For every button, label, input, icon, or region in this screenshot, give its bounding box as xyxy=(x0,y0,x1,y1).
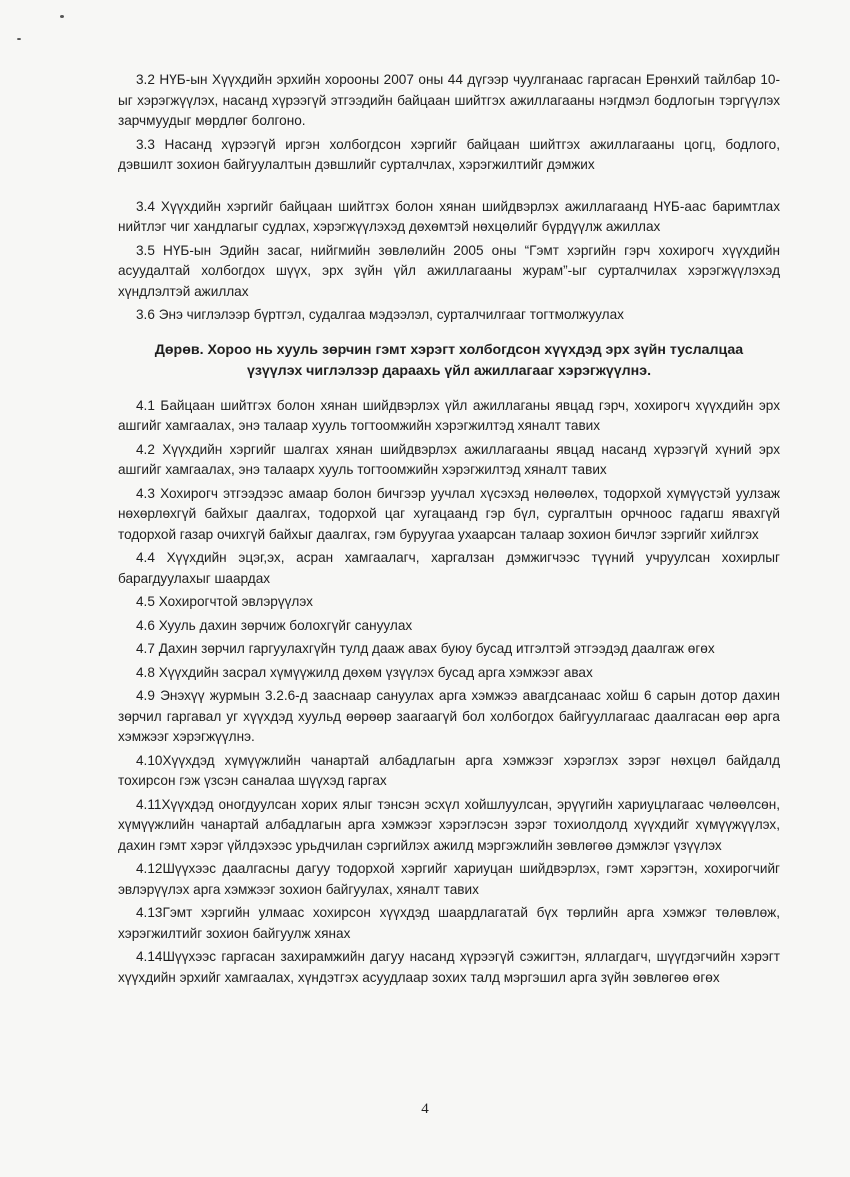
clause-text: Хохирогчтой эвлэрүүлэх xyxy=(158,594,313,609)
clause-4-11 xyxy=(118,795,780,857)
clause-4-9 xyxy=(118,686,780,748)
clause-4-1 xyxy=(118,396,780,437)
scan-speck xyxy=(17,38,21,40)
section-heading: Дөрөв. Хороо нь хууль зөрчин гэмт хэрэгт холбогдсон хүүхдэд эрх зүйн туслалцаа үзүүлэх чиглэлээр дараахь үйл ажиллагааг хэрэгжүүлнэ. xyxy=(154,341,744,379)
clause-4-7 xyxy=(118,639,780,660)
clause-3-5 xyxy=(118,241,780,303)
clause-text: Шүүхээс гаргасан захирамжийн дагуу насанд хүрээгүй сэжигтэн, яллагдагч, шүүгдэгчийн хэрэгт хүүхдийн эрхийг хамгаалах, хүндэтгэх асуудлаар зохих талд мэргэшил арга зүйн зөвлөгөө өгөх xyxy=(118,949,780,985)
scan-speck xyxy=(60,15,64,18)
clause-text: Энэхүү журмын 3.2.6-д зааснаар сануулах арга хэмжээ авагдсанаас хойш 6 сарын дотор дахин зөрчил гаргавал уг хүүхдэд хуульд өөрөөр заагаагүй бол холбогдох байгууллагаас даалгасан өөр арга хэмжээг хэрэгжүүлнэ. xyxy=(118,688,780,744)
clause-text: Хүүхдийн засрал хүмүүжилд дөхөм үзүүлэх бусад арга хэмжээг авах xyxy=(158,664,593,680)
clause-text: Байцаан шийтгэх болон хянан шийдвэрлэх үйл ажиллаганы явцад гэрч, хохирогч хүүхдийн эрх ашгийг хамгаалах, энэ талаар хууль тогтоомжийн хэрэгжилтэд хяналт тавих xyxy=(118,397,780,433)
clause-text: Энэ чиглэлээр бүртгэл, судалгаа мэдээлэл, сурталчилгааг тогтмолжуулах xyxy=(158,307,624,322)
clause-number: 4.10 xyxy=(136,752,163,768)
clause-text: Хохирогч этгээдээс амаар болон бичгээр уучлал хүсэхэд нөлөөлөх, тодорхой хүмүүстэй уулзаж нөхөрлөхгүй байхыг даалгах, тодорхой цаг хугацаанд гэр бүл, сургалтын орчноос гадагш явахгүй тодорхой газар очихгүй байхыг даалгах, гэм буруугаа ухаарсан талаар зохион бичлэг зэргийг хийлгэх xyxy=(118,485,780,542)
clause-text: Хууль дахин зөрчиж болохгүйг сануулах xyxy=(158,617,413,633)
clause-text: Шүүхээс даалгасны дагуу тодорхой хэргийг хариуцан шийдвэрлэх, гэмт хэрэгтэн, хохирогчийг эвлэрүүлэх арга хэмжээг зохион байгуулах, хяналт тавих xyxy=(118,861,780,897)
clause-number: 4.9 xyxy=(136,688,155,703)
clause-number: 4.4 xyxy=(136,550,155,565)
clause-number: 4.14 xyxy=(136,949,163,964)
clause-number: 3.2 xyxy=(136,72,155,87)
clause-number: 3.4 xyxy=(136,198,155,214)
clause-4-6 xyxy=(118,616,780,637)
clause-text: Хүүхдэд хүмүүжлийн чанартай албадлагын арга хэмжээг хэрэглэх зэрэг нөхцөл байдалд тохирсон гэж үзсэн саналаа шүүхэд гаргах xyxy=(118,752,780,788)
clause-number: 4.12 xyxy=(136,861,163,876)
clause-number: 4.8 xyxy=(136,664,155,680)
clause-4-10 xyxy=(118,751,780,792)
clause-number: 4.1 xyxy=(136,397,155,413)
clause-text: Гэмт хэргийн улмаас хохирсон хүүхдэд шаардлагатай бүх төрлийн арга хэмжэг төлөвлөж, хэрэгжилтийг зохион байгуулж хянах xyxy=(118,905,780,941)
clause-4-5 xyxy=(118,592,780,613)
clause-number: 4.2 xyxy=(136,441,155,457)
clause-number: 3.3 xyxy=(136,136,155,152)
clause-3-2 xyxy=(118,70,780,132)
clause-3-6 xyxy=(118,305,780,326)
clause-4-13 xyxy=(118,903,780,944)
clause-4-3 xyxy=(118,484,780,546)
clause-number: 3.5 xyxy=(136,242,155,258)
clause-text: Хүүхдэд оногдуулсан хорих ялыг тэнсэн эсхүл хойшлуулсан, эрүүгийн хариуцлагаас чөлөөлсөн, хүмүүжлийн чанартай албадлагын арга хэмжээг хэрэглэсэн зэрэг тохиолдолд хүүхдийг хүмүүжүүлэх, дахин гэмт хэрэг үйлдэхээс урьдчилан сэргийлэх ажилд мэргэжлийн зөвлөгөө дэмжлэг үзүүлэх xyxy=(118,796,780,853)
clause-3-3 xyxy=(118,135,780,176)
clause-number: 4.6 xyxy=(136,617,155,633)
clause-4-2 xyxy=(118,440,780,481)
clause-text: Насанд хүрээгүй иргэн холбогдсон хэргийг байцаан шийтгэх ажиллагааны цогц, бодлого, дэвшилт зохион байгуулалтын дэвшлийг сурталчлах, хэрэгжилтийг дэмжих xyxy=(118,136,781,172)
clause-4-4 xyxy=(118,548,780,589)
clause-3-4 xyxy=(118,197,780,238)
clause-number: 4.13 xyxy=(136,905,163,920)
spacer xyxy=(118,179,780,197)
clause-number: 4.7 xyxy=(136,641,155,656)
clause-4-8 xyxy=(118,663,780,684)
clause-4-14 xyxy=(118,947,780,988)
clause-text: НҮБ-ын Эдийн засаг, нийгмийн зөвлөлийн 2005 оны “Гэмт хэргийн гэрч хохирогч хүүхдийн асуудалтай холбогдох шүүх, эрх зүйн үйл ажиллагааны журам”-ыг сурталчилах хэрэгжүүлэхэд хүндлэлтэй ажиллах xyxy=(118,242,780,299)
clause-text: Хүүхдийн хэргийг байцаан шийтгэх болон хянан шийдвэрлэх ажиллагаанд НҮБ-аас баримтлах нийтлэг чиг хандлагыг судлах, хэрэгжүүлэхэд дөхөмтэй нөхцөлийг бүрдүүлж ажиллах xyxy=(118,198,780,234)
clause-text: Хүүхдийн эцэг,эх, асран хамгаалагч, харгалзан дэмжигчээс түүний учруулсан хохирлыг барагдуулахыг шаардах xyxy=(118,550,780,586)
clause-number: 4.5 xyxy=(136,594,155,609)
clause-text: Хүүхдийн хэргийг шалгах хянан шийдвэрлэх ажиллагааны явцад насанд хүрээгүй хүний эрх ашгийг хамгаалах, энэ талаарх хууль тогтоомжийн хэрэгжилтэд хяналт тавих xyxy=(118,441,780,477)
clause-text: Дахин зөрчил гаргуулахгүйн тулд дааж авах буюу бусад итгэлтэй этгээдэд даалгаж өгөх xyxy=(158,641,715,656)
page-number: 4 xyxy=(421,1101,429,1117)
clause-text: НҮБ-ын Хүүхдийн эрхийн хорооны 2007 оны 44 дүгээр чуулганаас гаргасан Ерөнхий тайлбар 10-ыг хэрэгжүүлэх, насанд хүрээгүй этгээдийн байцаан шийтгэх ажиллагааны нэгдмэл бодлогын тэргүүлэх зарчмуудыг мөрдлөг болгоно. xyxy=(118,72,780,128)
clause-number: 3.6 xyxy=(136,307,155,322)
clause-number: 4.11 xyxy=(136,796,162,812)
clause-number: 4.3 xyxy=(136,485,155,501)
clause-4-12 xyxy=(118,859,780,900)
document-page xyxy=(118,70,780,991)
